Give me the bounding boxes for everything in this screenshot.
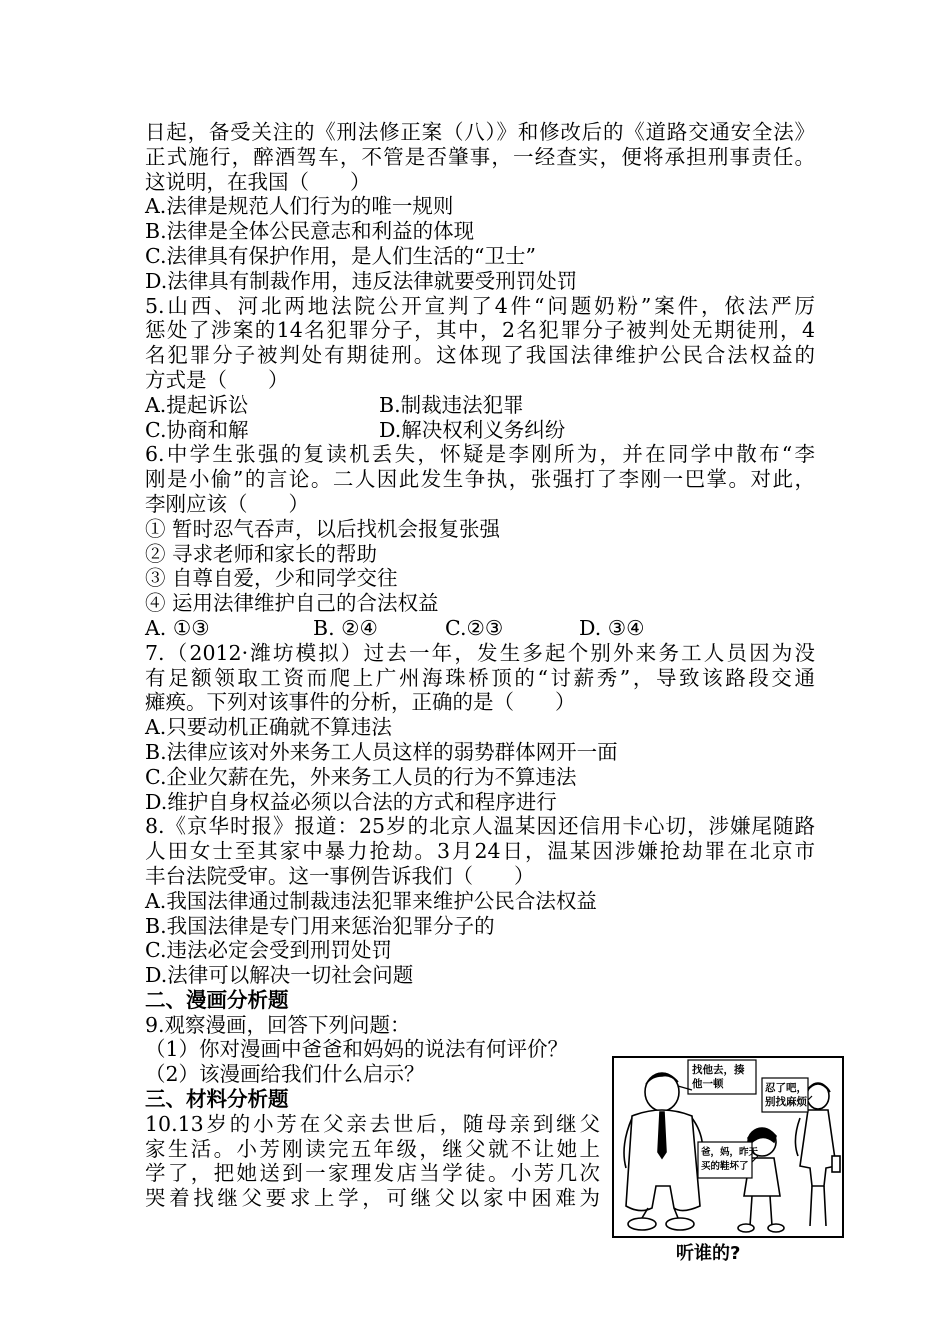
q4-line-3: 这说明，在我国（ ） (145, 169, 371, 194)
q6-item-2: ② 寻求老师和家长的帮助 (145, 541, 378, 566)
q6-line-1: 6.中学生张强的复读机丢失，怀疑是李刚所为，并在同学中散布“李 (145, 442, 815, 467)
q6-line-3: 李刚应该（ ） (145, 491, 309, 516)
father-bubble-line-2: 他一顿 (692, 1078, 724, 1090)
q9-sub-1: （1）你对漫画中爸爸和妈妈的说法有何评价？ (145, 1037, 569, 1062)
q7-option-c: C.企业欠薪在先，外来务工人员的行为不算违法 (145, 764, 577, 789)
mother-bubble-line-1: 忍了吧， (765, 1082, 807, 1094)
q8-line-3: 丰台法院受审。这一事例告诉我们（ ） (145, 863, 535, 888)
child-bubble-line-2: 买的鞋坏了 (701, 1161, 749, 1172)
q6-options-row (145, 616, 815, 641)
q6-line-2: 刚是小偷”的言论。二人因此发生争执，张强打了李刚一巴掌。对此， (145, 467, 815, 492)
q8-option-c: C.违法必定会受到刑罚处罚 (145, 938, 392, 963)
q5-line-2: 惩处了涉案的14名犯罪分子，其中，2名犯罪分子被判处无期徒刑，4 (145, 318, 815, 343)
q7-line-3: 瘫痪。下列对该事件的分析，正确的是（ ） (145, 690, 576, 715)
father-bubble-line-1: 找他去，揍 (692, 1064, 745, 1076)
q6-option-c: C.②③ (445, 615, 504, 640)
q8-option-b: B.我国法律是专门用来惩治犯罪分子的 (145, 913, 495, 938)
father-bubble-text (692, 1063, 745, 1091)
mother-bubble-line-2: 别找麻烦 (765, 1096, 807, 1108)
q5-line-4: 方式是（ ） (145, 367, 289, 392)
q5-line-3: 名犯罪分子被判处有期徒刑。这体现了我国法律维护公民合法权益的 (145, 343, 815, 368)
q5-option-d: D.解决权利义务纠纷 (379, 417, 566, 442)
q8-option-a: A.我国法律通过制裁违法犯罪来维护公民合法权益 (145, 888, 597, 913)
q6-item-3: ③ 自尊自爱，少和同学交往 (145, 566, 398, 591)
q7-option-b: B.法律应该对外来务工人员这样的弱势群体网开一面 (145, 739, 618, 764)
q7-line-1: 7.（2012·潍坊模拟）过去一年，发生多起个别外来务工人员因为没 (145, 640, 815, 665)
comic-illustration (612, 1056, 844, 1238)
q6-option-b: B. ②④ (313, 615, 378, 640)
section-heading-comic: 二、漫画分析题 (145, 987, 289, 1012)
q5-option-b: B.制裁违法犯罪 (379, 392, 524, 417)
q6-option-a: A. ①③ (145, 615, 210, 640)
q5-options-row-1 (145, 393, 815, 418)
q5-option-a: A.提起诉讼 (145, 392, 249, 417)
q5-option-c: C.协商和解 (145, 417, 249, 442)
child-bubble-text (701, 1146, 758, 1174)
comic-caption: 听谁的? (676, 1243, 741, 1264)
q7-option-d: D.维护自身权益必须以合法的方式和程序进行 (145, 789, 557, 814)
document-body (145, 120, 815, 1211)
q4-option-d: D.法律具有制裁作用，违反法律就要受刑罚处罚 (145, 268, 578, 293)
q10-line-4: 哭着找继父要求上学，可继父以家中困难为 (145, 1186, 600, 1211)
q7-line-2: 有足额领取工资而爬上广州海珠桥顶的“讨薪秀”，导致该路段交通 (145, 665, 815, 690)
q9-sub-2: （2）该漫画给我们什么启示？ (145, 1062, 425, 1087)
q5-options-row-2 (145, 418, 815, 443)
section-heading-material: 三、材料分析题 (145, 1087, 289, 1112)
q8-line-1: 8.《京华时报》报道：25岁的北京人温某因还信用卡心切，涉嫌尾随路 (145, 814, 815, 839)
q6-item-4: ④ 运用法律维护自己的合法权益 (145, 591, 439, 616)
q4-option-b: B.法律是全体公民意志和利益的体现 (145, 219, 475, 244)
q6-option-d: D. ③④ (579, 615, 645, 640)
q4-line-1: 日起，备受关注的《刑法修正案（八）》和修改后的《道路交通安全法》 (145, 120, 815, 144)
q4-option-a: A.法律是规范人们行为的唯一规则 (145, 194, 454, 219)
q8-option-d: D.法律可以解决一切社会问题 (145, 963, 414, 988)
q4-line-2: 正式施行，醉酒驾车，不管是否肇事，一经查实，便将承担刑事责任。 (145, 144, 815, 169)
q6-item-1: ① 暂时忍气吞声，以后找机会报复张强 (145, 516, 501, 541)
q10-line-3: 学了，把她送到一家理发店当学徒。小芳几次 (145, 1161, 600, 1186)
q10-line-2: 家生活。小芳刚读完五年级，继父就不让她上 (145, 1136, 600, 1161)
q4-option-c: C.法律具有保护作用，是人们生活的“卫士” (145, 243, 536, 268)
q7-option-a: A.只要动机正确就不算违法 (145, 715, 392, 740)
q8-line-2: 人田女士至其家中暴力抢劫。3月24日，温某因涉嫌抢劫罪在北京市 (145, 839, 815, 864)
q10-line-1: 10.13岁的小芳在父亲去世后，随母亲到继父 (145, 1111, 600, 1136)
q9-stem: 9.观察漫画，回答下列问题： (145, 1012, 411, 1037)
q5-line-1: 5.山西、河北两地法院公开宣判了4件“问题奶粉”案件，依法严厉 (145, 293, 815, 318)
mother-bubble-text (765, 1081, 807, 1109)
child-bubble-line-1: 爸，妈，昨天 (701, 1147, 759, 1158)
